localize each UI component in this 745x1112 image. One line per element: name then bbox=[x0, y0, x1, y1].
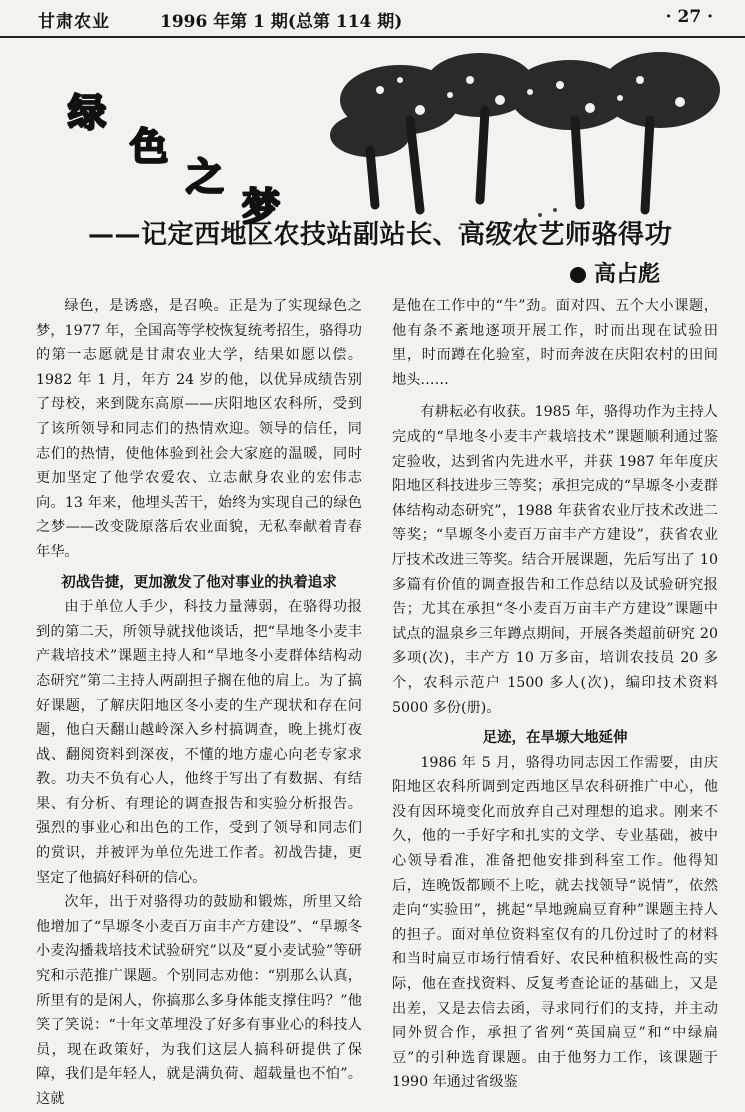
page-header bbox=[0, 0, 745, 38]
section-heading: 足迹，在旱塬大地延伸 bbox=[482, 730, 628, 747]
author-name: 高占彪 bbox=[594, 261, 661, 287]
title-char: 之 bbox=[186, 154, 225, 199]
tree-illustration bbox=[330, 40, 730, 240]
right-column bbox=[392, 294, 718, 1095]
title-char: 色 bbox=[130, 124, 169, 169]
article-subtitle: ——记定西地区农技站副站长、高级农艺师骆得功 bbox=[88, 220, 672, 250]
paragraph: 1986 年 5 月，骆得功同志因工作需要，由庆阳地区农科所调到定西地区旱农科研推广中心，他没有因环境变化而放弃自己对理想的追求。刚来不久，他的一手好字和扎实的文学、专业基础，被中心领导看准，准备把他安排到科室工作。他得知后，连晚饭都顾不上吃，就去找领导“说情”，依然走向“实验田”，挑起“旱地豌扁豆育种”课题主持人的担子。面对单位资料室仅有的几份过时了的材料和当时扁豆市场行情看好、农民种植积极性高的实际，他在查找资料、反复考查论证的基础上，又是出差，又是去信去函，寻求同行们的支持，并主动同外贸合作，承担了省列“英国扁豆”和“中绿扁豆”的引种选育课题。由于他努力工作，该课题于 1990 年通过省级鉴 bbox=[392, 754, 718, 1091]
title-char: 梦 bbox=[242, 184, 281, 229]
paragraph: 次年，出于对骆得功的鼓励和锻炼，所里又给他增加了“旱塬冬小麦百万亩丰产方建设”、“旱塬冬小麦沟播栽培技术试验研究”以及“夏小麦试验”等研究和示范推广课题。个别同志劝他：“别那么认真，所里有的是闲人，你搞那么多身体能支撑住吗？”他笑了笑说：“十年文革埋没了好多有事业心的科技人员，现在政策好，为我们这层人搞科研提供了保障，我们是年轻人，就是满负荷、超载量也不怕”。这就 bbox=[36, 894, 362, 1107]
issue-info: 1996 年第 1 期(总第 114 期) bbox=[160, 12, 403, 32]
page-number: · 27 · bbox=[665, 7, 713, 27]
section-heading: 初战告捷，更加激发了他对事业的执着追求 bbox=[61, 574, 337, 591]
paragraph: 绿色，是诱惑，是召唤。正是为了实现绿色之梦，1977 年，全国高等学校恢复统考招生，骆得功的第一志愿就是甘肃农业大学，结果如愿以偿。1982 年 1 月，年方 24 岁的他，以优异成绩告别了母校，来到陇东高原——庆阳地区农科所，受到了该所领导和同志们的热情欢迎。领导的信任，同志们的热情，使他体验到社会大家庭的温暖，同时更加坚定了他学农爱农、立志献身农业的宏伟志向。13 年来，他埋头苦干，始终为实现自己的绿色之梦——改变陇原落后农业面貌，无私奉献着青春年华。 bbox=[36, 298, 362, 560]
left-column bbox=[36, 294, 362, 1112]
bullet-icon bbox=[570, 267, 586, 283]
journal-name: 甘肃农业 bbox=[38, 12, 110, 32]
paragraph: 由于单位人手少，科技力量薄弱，在骆得功报到的第二天，所领导就找他谈话，把“旱地冬小麦丰产栽培技术”课题主持人和“旱地冬小麦群体结构动态研究”第二主持人两副担子搁在他的肩上。为了搞好课题，了解庆阳地区冬小麦的生产现状和存在问题，他白天翻山越岭深入乡村搞调查，晚上挑灯夜战、翻阅资料到深夜，不懂的地方虚心向老专家求教。功夫不负有心人，他终于写出了有数据、有结果、有分析、有理论的调查报告和实验分析报告。强烈的事业心和出色的工作，受到了领导和同志们的赏识，并被评为单位先进工作者。初战告捷，更坚定了他搞好科研的信心。 bbox=[36, 599, 362, 886]
author-line bbox=[570, 257, 660, 288]
paragraph: 是他在工作中的“牛”劲。面对四、五个大小课题，他有条不紊地逐项开展工作，时而出现在试验田里，时而蹲在化验室，时而奔波在庆阳农村的田间地头…… bbox=[392, 298, 718, 388]
paragraph: 有耕耘必有收获。1985 年，骆得功作为主持人完成的“旱地冬小麦丰产栽培技术”课题顺利通过鉴定验收，达到省内先进水平，并获 1987 年年度庆阳地区科技进步三等奖；承担完成的“旱塬冬小麦群体结构动态研究”，1988 年获省农业厅技术改进二等奖；“旱塬冬小麦百万亩丰产方建设”，获省农业厅技术改进三等奖。结合开展课题，先后写出了 10 多篇有价值的调查报告和工作总结以及试验研究报告；尤其在承担“冬小麦百万亩丰产方建设”课题中试点的温泉乡三年蹲点期间，开展各类超前研究 20 多项(次)，丰产方 10 万多亩，培训农技员 20 多个，农科示范户 1500 多人(次)，编印技术资料 5000 多份(册)。 bbox=[392, 404, 718, 716]
title-char: 绿 bbox=[68, 90, 107, 135]
article-title bbox=[68, 82, 308, 232]
